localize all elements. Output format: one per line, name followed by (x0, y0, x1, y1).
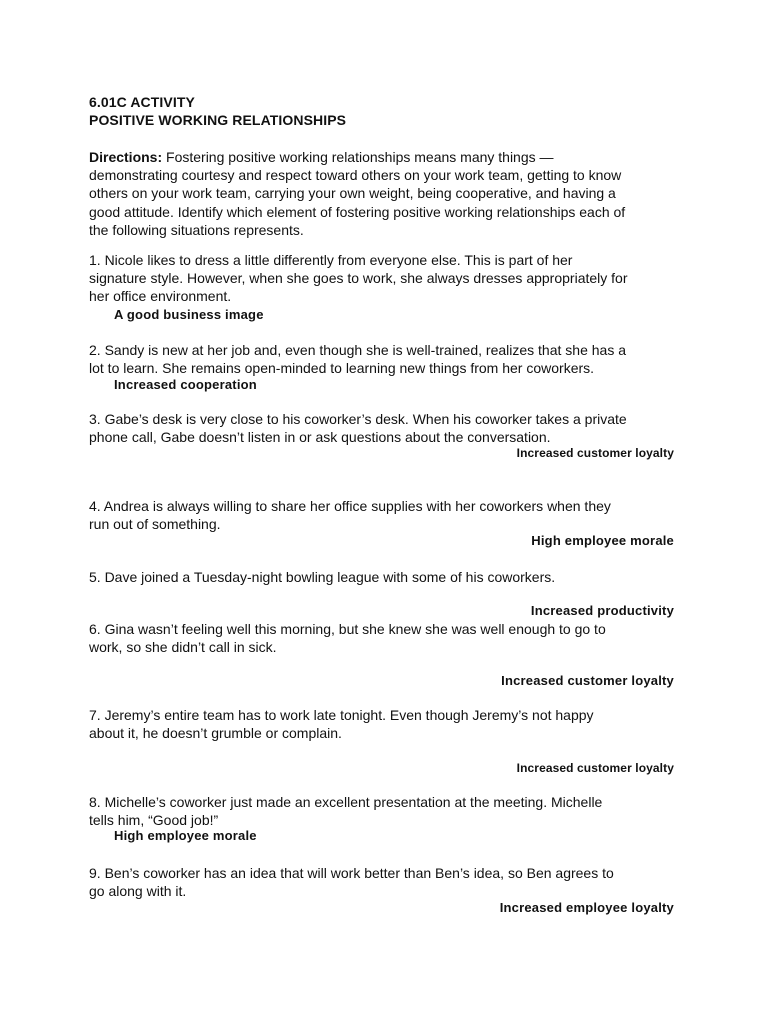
situation-1 (89, 251, 689, 306)
answer-4: High employee morale (531, 533, 674, 548)
situation-line: 9. Ben’s coworker has an idea that will work better than Ben’s idea, so Ben agrees to (89, 865, 614, 881)
situation-line: tells him, “Good job!” (89, 812, 219, 829)
directions-line: others on your work team, carrying your own weight, being cooperative, and having a (89, 185, 616, 202)
situation-line: 3. Gabe’s desk is very close to his coworker’s desk. When his coworker takes a private (89, 411, 627, 427)
answer-1: A good business image (114, 307, 264, 322)
situation-8 (89, 793, 689, 829)
answer-6: Increased customer loyalty (501, 673, 674, 688)
situation-line: 1. Nicole likes to dress a little differently from everyone else. This is part of her (89, 252, 573, 268)
directions-line: demonstrating courtesy and respect toward others on your work team, getting to know (89, 167, 622, 184)
situation-line: 2. Sandy is new at her job and, even though she is well-trained, realizes that she has a (89, 342, 626, 358)
situation-line: her office environment. (89, 288, 232, 305)
directions-line: the following situations represents. (89, 221, 304, 238)
situation-line: work, so she didn’t call in sick. (89, 639, 277, 656)
situation-line: 6. Gina wasn’t feeling well this morning, but she knew she was well enough to go to (89, 621, 606, 637)
situation-line: 4. Andrea is always willing to share her office supplies with her coworkers when they (89, 498, 611, 514)
answer-9: Increased employee loyalty (499, 900, 674, 915)
situation-7 (89, 706, 689, 742)
situation-5 (89, 568, 689, 586)
directions-line: Directions: Fostering positive working relationships means many things — (89, 149, 554, 165)
situation-line: phone call, Gabe doesn’t listen in or ask questions about the conversation. (89, 429, 551, 446)
answer-8: High employee morale (114, 828, 257, 843)
activity-number: 6.01C ACTIVITY (89, 94, 195, 110)
answer-2: Increased cooperation (114, 377, 257, 392)
situation-line: 5. Dave joined a Tuesday-night bowling league with some of his coworkers. (89, 569, 556, 585)
situation-2 (89, 341, 689, 377)
situation-9 (89, 864, 689, 900)
directions-line: good attitude. Identify which element of fostering positive working relationships each of (89, 203, 626, 220)
situation-4 (89, 497, 689, 533)
situation-6 (89, 620, 689, 656)
directions-paragraph (89, 148, 689, 239)
answer-3: Increased customer loyalty (516, 446, 674, 460)
page-title: POSITIVE WORKING RELATIONSHIPS (89, 112, 347, 128)
situation-line: go along with it. (89, 883, 187, 900)
situation-line: run out of something. (89, 516, 221, 533)
answer-7: Increased customer loyalty (516, 761, 674, 775)
directions-label: Directions: (89, 149, 163, 165)
situation-line: signature style. However, when she goes to work, she always dresses appropriately for (89, 270, 628, 287)
situation-line: about it, he doesn’t grumble or complain. (89, 725, 342, 742)
situation-line: lot to learn. She remains open-minded to learning new things from her coworkers. (89, 360, 595, 377)
situation-3 (89, 410, 689, 446)
situation-line: 7. Jeremy’s entire team has to work late tonight. Even though Jeremy’s not happy (89, 707, 594, 723)
answer-5: Increased productivity (530, 603, 674, 618)
situation-line: 8. Michelle’s coworker just made an excellent presentation at the meeting. Michelle (89, 794, 603, 810)
